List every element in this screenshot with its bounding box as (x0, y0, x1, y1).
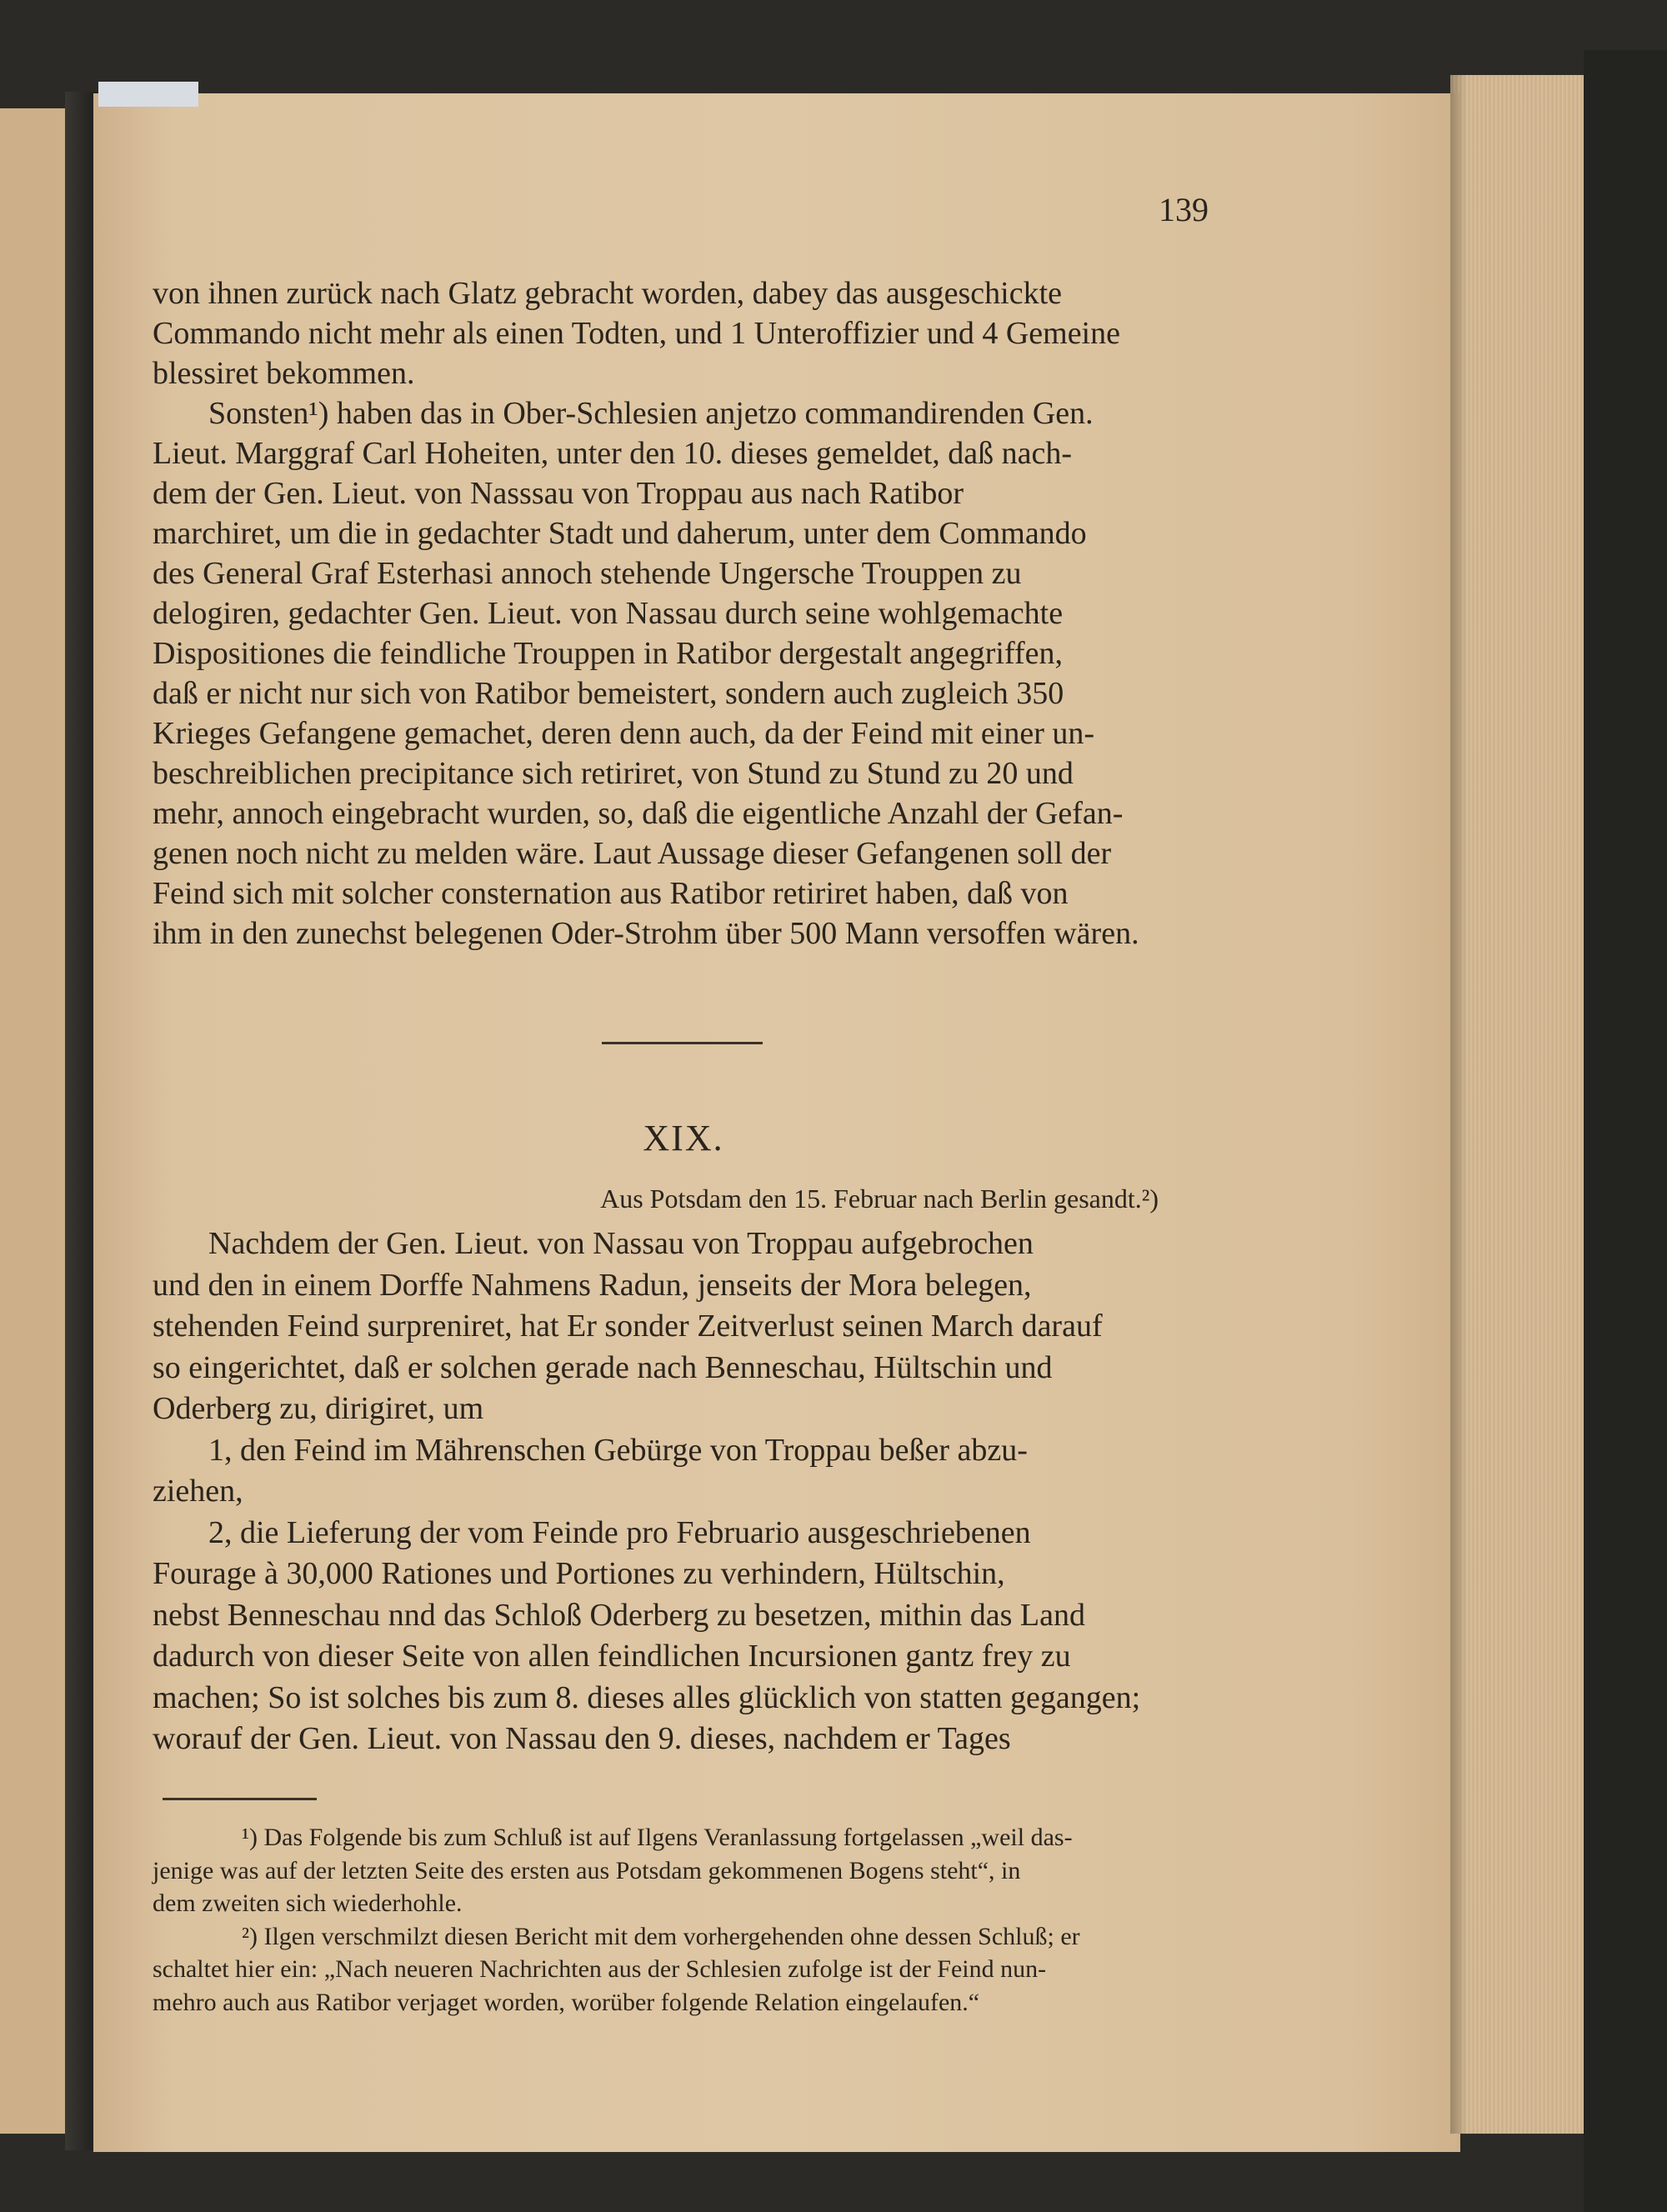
text-line: blessiret bekommen. (153, 356, 415, 391)
book-cover (1584, 50, 1667, 2212)
bookmark-strip (98, 82, 198, 107)
footnote-line: ²) Ilgen verschmilzt diesen Bericht mit dem vorhergehenden ohne dessen Schluß; er (242, 1922, 1080, 1950)
footnote-line: dem zweiten sich wiederhohle. (153, 1889, 463, 1917)
section-heading: XIX. (643, 1118, 724, 1159)
text-line: Feind sich mit solcher consternation aus Ratibor retiriret haben, daß von (153, 876, 1069, 911)
text-line: und den in einem Dorffe Nahmens Radun, jenseits der Mora belegen, (153, 1267, 1032, 1303)
text-line: Dispositiones die feindliche Trouppen in Ratibor dergestalt angegriffen, (153, 636, 1063, 671)
footnote-line: mehro auch aus Ratibor verjaget worden, worüber folgende Relation eingelaufen.“ (153, 1988, 980, 2016)
text-line: Krieges Gefangene gemachet, deren denn auch, da der Feind mit einer un- (153, 716, 1095, 751)
footnote-line: jenige was auf der letzten Seite des ersten aus Potsdam gekommenen Bogens steht“, in (153, 1856, 1021, 1884)
text-line: dadurch von dieser Seite von allen feindlichen Incursionen gantz frey zu (153, 1639, 1071, 1674)
text-line: Fourage à 30,000 Rationes und Portiones zu verhindern, Hültschin, (153, 1556, 1005, 1591)
footnote-divider (163, 1798, 317, 1800)
text-line: Oderberg zu, dirigiret, um (153, 1391, 484, 1426)
text-line: beschreiblichen precipitance sich retiriret, von Stund zu Stund zu 20 und (153, 756, 1074, 791)
section-divider (602, 1042, 763, 1044)
text-line: ziehen, (153, 1474, 243, 1509)
page-number: 139 (1159, 191, 1209, 228)
text-line: genen noch nicht zu melden wäre. Laut Aussage dieser Gefangenen soll der (153, 836, 1112, 871)
text-line: Nachdem der Gen. Lieut. von Nassau von Troppau aufgebrochen (208, 1226, 1034, 1261)
text-line: stehenden Feind surpreniret, hat Er sonder Zeitverlust seinen March darauf (153, 1309, 1103, 1344)
text-line: Lieut. Marggraf Carl Hoheiten, unter den 10. dieses gemeldet, daß nach- (153, 436, 1073, 471)
footnote-line: schaltet hier ein: „Nach neueren Nachrichten aus der Schlesien zufolge ist der Feind nun- (153, 1955, 1047, 1983)
text-line: Commando nicht mehr als einen Todten, und 1 Unteroffizier und 4 Gemeine (153, 316, 1120, 351)
text-line: ihm in den zunechst belegenen Oder-Strohm über 500 Mann versoffen wären. (153, 916, 1139, 951)
text-line: 1, den Feind im Mährenschen Gebürge von Troppau beßer abzu- (208, 1432, 1028, 1468)
page-edges (1450, 75, 1584, 2134)
text-line: mehr, annoch eingebracht wurden, so, daß die eigentliche Anzahl der Gefan- (153, 796, 1124, 831)
text-line: dem der Gen. Lieut. von Nasssau von Troppau aus nach Ratibor (153, 476, 964, 511)
text-line: delogiren, gedachter Gen. Lieut. von Nassau durch seine wohlgemachte (153, 596, 1064, 631)
text-line: so eingerichtet, daß er solchen gerade nach Benneschau, Hültschin und (153, 1349, 1053, 1385)
text-line: Sonsten¹) haben das in Ober-Schlesien anjetzo commandirenden Gen. (208, 396, 1094, 431)
text-line: worauf der Gen. Lieut. von Nassau den 9. dieses, nachdem er Tages (153, 1721, 1011, 1756)
page-edge-shadow (1450, 75, 1467, 2134)
footnote-line: ¹) Das Folgende bis zum Schluß ist auf Ilgens Veranlassung fortgelassen „weil das- (242, 1824, 1073, 1851)
text-line: machen; So ist solches bis zum 8. dieses alles glücklich von statten gegangen; (153, 1679, 1141, 1715)
text-line: des General Graf Esterhasi annoch stehende Ungersche Trouppen zu (153, 556, 1022, 591)
text-line: von ihnen zurück nach Glatz gebracht worden, dabey das ausgeschickte (153, 276, 1063, 311)
text-line: daß er nicht nur sich von Ratibor bemeistert, sondern auch zugleich 350 (153, 676, 1064, 711)
left-page-edge (0, 108, 65, 2134)
text-line: marchiret, um die in gedachter Stadt und daherum, unter dem Commando (153, 516, 1087, 551)
text-line: nebst Benneschau nnd das Schloß Oderberg zu besetzen, mithin das Land (153, 1597, 1085, 1633)
text-line: 2, die Lieferung der vom Feinde pro Februario ausgeschriebenen (208, 1514, 1031, 1550)
section-subtitle: Aus Potsdam den 15. Februar nach Berlin gesandt.²) (600, 1184, 1159, 1214)
